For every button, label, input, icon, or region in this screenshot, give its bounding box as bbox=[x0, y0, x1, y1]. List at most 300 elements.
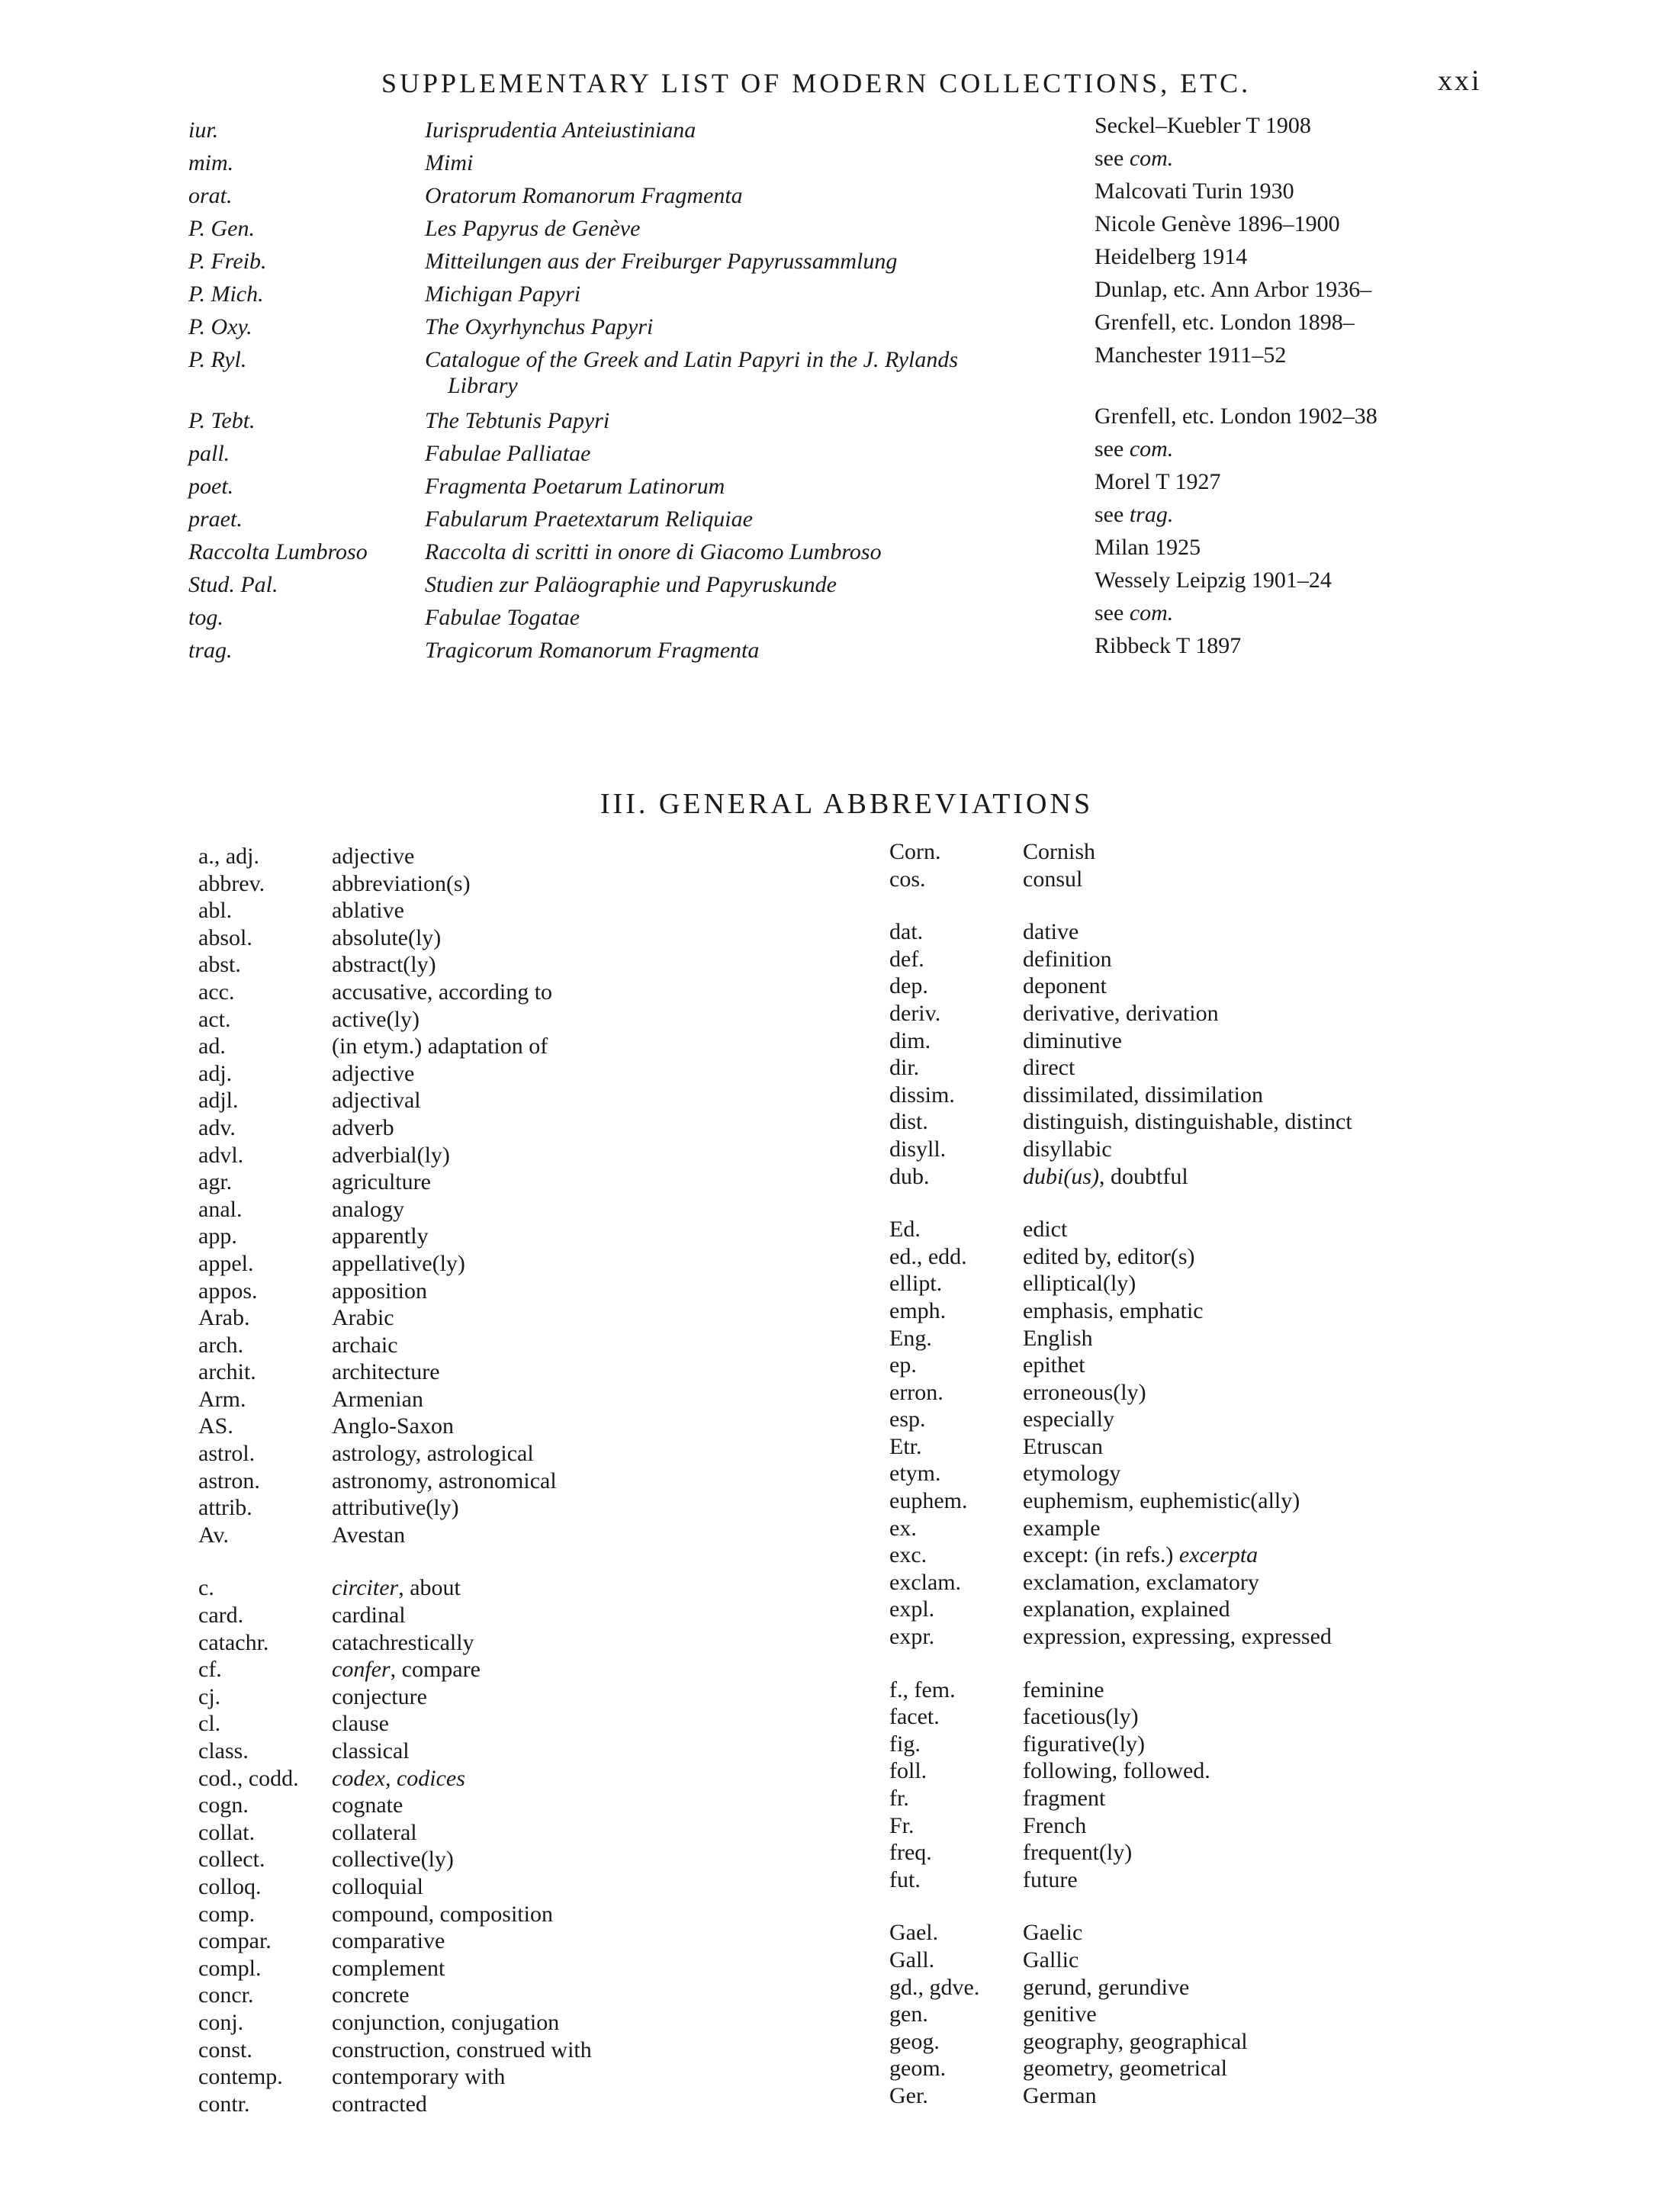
abbreviation-meaning bbox=[332, 1223, 429, 1249]
abbreviation: dim. bbox=[889, 1027, 931, 1053]
abbreviation: comp. bbox=[198, 1901, 256, 1927]
collection-abbreviation: poet. bbox=[188, 474, 234, 499]
abbreviation-row bbox=[889, 1516, 1614, 1543]
meaning-text: edict bbox=[1023, 1217, 1068, 1243]
abbreviation-row bbox=[198, 1223, 923, 1251]
abbreviation-row bbox=[198, 871, 923, 899]
supplementary-collections-list bbox=[188, 113, 1485, 666]
collection-source bbox=[1095, 469, 1491, 495]
abbreviation-meaning bbox=[1023, 1082, 1263, 1108]
abbreviation: esp. bbox=[889, 1407, 926, 1432]
meaning-text: definition bbox=[1023, 946, 1112, 972]
source-text: Dunlap, etc. Ann Arbor 1936– bbox=[1095, 277, 1372, 302]
abbreviation-meaning bbox=[332, 1115, 394, 1141]
abbreviation: agr. bbox=[198, 1169, 233, 1195]
collection-abbreviation: Raccolta Lumbroso bbox=[188, 539, 368, 564]
meaning-text: future bbox=[1023, 1866, 1078, 1892]
abbreviation: astron. bbox=[198, 1468, 260, 1493]
abbreviation-row bbox=[198, 1766, 923, 1793]
abbreviation-meaning bbox=[1023, 1352, 1085, 1378]
abbreviation: c. bbox=[198, 1575, 214, 1601]
collection-row bbox=[188, 403, 1485, 436]
abbreviation-meaning bbox=[332, 925, 441, 951]
abbreviation-row bbox=[889, 1109, 1614, 1137]
abbreviation: ed., edd. bbox=[889, 1243, 967, 1269]
abbreviation: Eng. bbox=[889, 1325, 932, 1351]
abbreviation-meaning bbox=[1023, 1380, 1146, 1406]
meaning-text: abstract(ly) bbox=[332, 952, 436, 978]
abbreviation-meaning bbox=[332, 1007, 420, 1033]
abbreviation-row bbox=[198, 2064, 923, 2091]
abbreviation-meaning bbox=[332, 2010, 559, 2036]
abbreviation-meaning bbox=[332, 1441, 534, 1467]
abbreviation-row bbox=[198, 898, 923, 925]
collection-source bbox=[1095, 403, 1491, 429]
abbreviation: f., fem. bbox=[889, 1677, 956, 1702]
abbreviation: cos. bbox=[889, 866, 926, 892]
abbreviation-meaning bbox=[1023, 1624, 1332, 1650]
abbreviation-row bbox=[198, 979, 923, 1007]
abbreviation: ex. bbox=[889, 1515, 917, 1541]
abbreviation-meaning bbox=[1023, 1434, 1103, 1460]
abbreviation-row bbox=[198, 1387, 923, 1414]
abbreviation-meaning bbox=[1023, 919, 1078, 945]
abbreviation-row bbox=[889, 1352, 1614, 1380]
meaning-text: euphemism, euphemistic(ally) bbox=[1023, 1488, 1300, 1514]
abbreviation-row bbox=[889, 1840, 1614, 1867]
abbreviation-row bbox=[889, 1731, 1614, 1759]
collection-title-text: Mitteilungen aus der Freiburger Papyrussammlung bbox=[425, 249, 898, 274]
abbreviation: fig. bbox=[889, 1731, 921, 1757]
abbreviation: Arm. bbox=[198, 1386, 246, 1412]
abbreviation-meaning bbox=[332, 1630, 474, 1656]
abbreviation-meaning bbox=[1023, 1516, 1101, 1542]
abbreviation-row bbox=[889, 1704, 1614, 1731]
abbreviation-meaning bbox=[332, 1088, 421, 1114]
meaning-text: construction, construed with bbox=[332, 2037, 592, 2062]
abbreviation-row bbox=[198, 1441, 923, 1468]
abbreviation: Arab. bbox=[198, 1305, 250, 1331]
abbreviation-row bbox=[198, 1982, 923, 2010]
collection-row bbox=[188, 633, 1485, 666]
abbreviation-meaning bbox=[332, 1874, 423, 1900]
abbreviation-meaning bbox=[332, 2037, 592, 2063]
collection-source bbox=[1095, 436, 1491, 462]
meaning-text: archaic bbox=[332, 1332, 398, 1358]
meaning-text: apposition bbox=[332, 1278, 427, 1304]
abbreviation-row bbox=[889, 1624, 1614, 1651]
collection-title bbox=[425, 183, 1096, 209]
abbreviation: Corn. bbox=[889, 839, 941, 864]
abbreviation-meaning bbox=[332, 1711, 389, 1737]
meaning-text: active(ly) bbox=[332, 1006, 420, 1032]
abbreviation: cj. bbox=[198, 1683, 221, 1709]
meaning-text: Cornish bbox=[1023, 839, 1096, 864]
abbreviation-meaning bbox=[1023, 1758, 1210, 1784]
meaning-text: consul bbox=[1023, 866, 1083, 892]
abbreviation: dep. bbox=[889, 973, 928, 999]
abbreviation-meaning bbox=[1023, 1164, 1188, 1190]
abbreviation-meaning bbox=[332, 2091, 427, 2117]
abbreviation-row bbox=[889, 1434, 1614, 1461]
meaning-text: derivative, derivation bbox=[1023, 1000, 1219, 1026]
meaning-text: genitive bbox=[1023, 2001, 1097, 2027]
meaning-text: frequent(ly) bbox=[1023, 1840, 1133, 1866]
abbreviation-meaning bbox=[332, 871, 471, 897]
source-text: Wessely Leipzig 1901–24 bbox=[1095, 567, 1332, 593]
abbreviation: cf. bbox=[198, 1657, 222, 1683]
meaning-text: geometry, geometrical bbox=[1023, 2056, 1227, 2082]
collection-title-text: The Oxyrhynchus Papyri bbox=[425, 314, 654, 339]
source-see-prefix: see bbox=[1095, 436, 1130, 461]
collection-title bbox=[425, 281, 1096, 307]
meaning-text: (in etym.) adaptation of bbox=[332, 1034, 548, 1059]
abbreviation: dub. bbox=[889, 1163, 930, 1189]
meaning-text: astronomy, astronomical bbox=[332, 1468, 557, 1493]
abbreviation-row bbox=[198, 1575, 923, 1603]
abbreviation-meaning bbox=[1023, 1001, 1219, 1027]
abbreviation-meaning bbox=[1023, 1840, 1132, 1866]
abbreviation: Gall. bbox=[889, 1947, 935, 1972]
collection-title-text: Catalogue of the Greek and Latin Papyri in the J. Rylands bbox=[425, 347, 959, 372]
meaning-text: English bbox=[1023, 1325, 1093, 1351]
meaning-text: Gaelic bbox=[1023, 1920, 1083, 1946]
abbreviation-meaning bbox=[1023, 1271, 1136, 1297]
abbreviation-meaning bbox=[1023, 2029, 1248, 2055]
meaning-latin-term: excerpta bbox=[1178, 1542, 1258, 1568]
meaning-text: edited by, editor(s) bbox=[1023, 1243, 1195, 1269]
abbreviation: advl. bbox=[198, 1142, 244, 1168]
section-title: III. GENERAL ABBREVIATIONS bbox=[600, 788, 1094, 820]
collection-title bbox=[425, 347, 1096, 399]
abbreviation-meaning bbox=[332, 1792, 403, 1818]
abbreviation-row bbox=[889, 2001, 1614, 2029]
abbreviation: erron. bbox=[889, 1379, 943, 1405]
abbreviation-row bbox=[889, 1137, 1614, 1164]
abbreviation-meaning bbox=[1023, 1570, 1259, 1596]
abbreviation-row bbox=[198, 1061, 923, 1088]
collection-source bbox=[1095, 567, 1491, 593]
collection-abbreviation: P. Oxy. bbox=[188, 314, 252, 339]
collection-title bbox=[425, 572, 1096, 598]
collection-row bbox=[188, 436, 1485, 469]
abbreviation: Ed. bbox=[889, 1217, 921, 1243]
collection-abbreviation: P. Mich. bbox=[188, 281, 264, 307]
collection-title bbox=[425, 314, 1096, 340]
abbreviation: compl. bbox=[198, 1955, 262, 1981]
collection-abbreviation: P. Tebt. bbox=[188, 408, 256, 433]
source-see-prefix: see bbox=[1095, 146, 1130, 171]
source-text: Manchester 1911–52 bbox=[1095, 342, 1287, 368]
abbreviation-row bbox=[198, 1115, 923, 1143]
abbreviation: class. bbox=[198, 1738, 249, 1763]
meaning-text: distinguish, distinguishable, distinct bbox=[1023, 1109, 1352, 1135]
source-see-prefix: see bbox=[1095, 502, 1130, 527]
abbreviation-meaning bbox=[1023, 839, 1095, 865]
meaning-text: contemporary with bbox=[332, 2064, 506, 2090]
abbreviation: ellipt. bbox=[889, 1271, 943, 1297]
abbreviation: compar. bbox=[198, 1928, 272, 1954]
abbreviation: app. bbox=[198, 1223, 237, 1249]
abbreviation: abst. bbox=[198, 952, 241, 978]
meaning-rest: , about bbox=[398, 1575, 461, 1601]
abbreviation: exclam. bbox=[889, 1569, 962, 1595]
abbreviation: facet. bbox=[889, 1704, 940, 1730]
abbreviation-meaning bbox=[332, 1657, 481, 1683]
source-text: Seckel–Kuebler T 1908 bbox=[1095, 113, 1311, 138]
meaning-text: adjective bbox=[332, 1060, 415, 1086]
collection-source bbox=[1095, 277, 1491, 303]
abbreviation-meaning bbox=[332, 952, 436, 978]
abbreviation-row bbox=[889, 1082, 1614, 1110]
abbreviation-meaning bbox=[1023, 1488, 1300, 1514]
collection-title-text: Fabularum Praetextarum Reliquiae bbox=[425, 506, 753, 532]
abbreviation-row bbox=[889, 1271, 1614, 1298]
abbreviation-meaning bbox=[1023, 1109, 1352, 1135]
collection-abbreviation: P. Gen. bbox=[188, 216, 255, 241]
collection-title-text: Fragmenta Poetarum Latinorum bbox=[425, 474, 725, 499]
abbreviation: absol. bbox=[198, 924, 252, 950]
abbreviation-row bbox=[889, 1380, 1614, 1407]
collection-source bbox=[1095, 178, 1491, 204]
abbreviation-row bbox=[889, 1677, 1614, 1705]
abbreviation-meaning bbox=[332, 1359, 440, 1385]
collection-row bbox=[188, 502, 1485, 535]
abbreviation: acc. bbox=[198, 979, 235, 1005]
abbreviation-meaning bbox=[332, 1495, 459, 1521]
abbreviation-meaning bbox=[1023, 866, 1082, 892]
abbreviation-meaning bbox=[1023, 1137, 1112, 1162]
abbreviation-row bbox=[889, 866, 1614, 894]
collection-title-text: Les Papyrus de Genève bbox=[425, 216, 641, 241]
meaning-text: elliptical(ly) bbox=[1023, 1271, 1136, 1297]
abbreviation-meaning bbox=[332, 1251, 465, 1277]
meaning-text: figurative(ly) bbox=[1023, 1731, 1145, 1757]
abbreviation: act. bbox=[198, 1006, 231, 1032]
abbreviation-row bbox=[198, 1820, 923, 1847]
meaning-latin-term: codex, codices bbox=[332, 1765, 465, 1791]
abbreviation: adjl. bbox=[198, 1088, 239, 1114]
meaning-text: collateral bbox=[332, 1819, 417, 1845]
abbreviation-meaning bbox=[1023, 1407, 1114, 1432]
abbreviation: arch. bbox=[198, 1332, 244, 1358]
abbreviation-row bbox=[889, 1542, 1614, 1570]
abbreviation: collat. bbox=[198, 1819, 256, 1845]
abbreviation-row bbox=[889, 1001, 1614, 1028]
abbreviation: fut. bbox=[889, 1866, 921, 1892]
collection-abbreviation: P. Freib. bbox=[188, 249, 267, 274]
meaning-text: Anglo-Saxon bbox=[332, 1413, 454, 1439]
abbreviations-right-column bbox=[889, 839, 1614, 2111]
abbreviation: etym. bbox=[889, 1461, 941, 1487]
abbreviation-meaning bbox=[1023, 947, 1112, 973]
abbreviation-row bbox=[889, 1326, 1614, 1353]
abbreviation: attrib. bbox=[198, 1495, 252, 1521]
source-text: Grenfell, etc. London 1898– bbox=[1095, 310, 1355, 335]
collection-source bbox=[1095, 502, 1491, 528]
abbreviation-meaning bbox=[332, 1684, 427, 1710]
source-cross-reference: trag. bbox=[1129, 502, 1174, 527]
abbreviation: appos. bbox=[198, 1278, 258, 1304]
page-header bbox=[0, 59, 1678, 105]
abbreviation-row bbox=[198, 1847, 923, 1874]
meaning-text: dative bbox=[1023, 919, 1079, 945]
collection-title bbox=[425, 539, 1096, 565]
abbreviation-meaning bbox=[1023, 1947, 1078, 1973]
abbreviation-row bbox=[889, 1217, 1614, 1244]
collection-source bbox=[1095, 535, 1491, 561]
meaning-latin-term: confer bbox=[332, 1657, 391, 1683]
source-text: Milan 1925 bbox=[1095, 535, 1201, 560]
abbreviation-row bbox=[889, 1596, 1614, 1624]
meaning-text: comparative bbox=[332, 1928, 445, 1954]
abbreviation-row bbox=[198, 1956, 923, 1983]
abbreviation-row bbox=[889, 1813, 1614, 1841]
meaning-text: adjective bbox=[332, 844, 415, 869]
collection-row bbox=[188, 244, 1485, 277]
abbreviation: fr. bbox=[889, 1786, 909, 1811]
abbreviation-meaning bbox=[332, 844, 414, 870]
collection-title-text: Fabulae Togatae bbox=[425, 605, 580, 630]
abbreviation-row bbox=[889, 1461, 1614, 1488]
page-title: SUPPLEMENTARY LIST OF MODERN COLLECTIONS, ETC. bbox=[381, 68, 1252, 98]
meaning-text: expression, expressing, expressed bbox=[1023, 1624, 1332, 1650]
collection-abbreviation: mim. bbox=[188, 150, 234, 175]
collection-source bbox=[1095, 211, 1491, 237]
abbreviation: geog. bbox=[889, 2028, 940, 2054]
meaning-text: Armenian bbox=[332, 1386, 423, 1412]
meaning-text: diminutive bbox=[1023, 1027, 1122, 1053]
abbreviation-row bbox=[198, 1197, 923, 1224]
collection-source bbox=[1095, 244, 1491, 270]
abbreviation-row bbox=[198, 2091, 923, 2119]
abbreviation-row bbox=[198, 1333, 923, 1360]
abbreviation: adj. bbox=[198, 1060, 233, 1086]
collection-title-text: The Tebtunis Papyri bbox=[425, 408, 610, 433]
abbreviation-meaning bbox=[332, 1522, 405, 1548]
source-text: Heidelberg 1914 bbox=[1095, 244, 1248, 269]
abbreviation-meaning bbox=[1023, 2056, 1227, 2082]
meaning-text: appellative(ly) bbox=[332, 1250, 465, 1276]
meaning-text: adverb bbox=[332, 1114, 394, 1140]
meaning-text: conjecture bbox=[332, 1683, 427, 1709]
collection-abbreviation: iur. bbox=[188, 117, 219, 143]
abbreviation: gd., gdve. bbox=[889, 1974, 980, 2000]
abbreviation-row bbox=[198, 1495, 923, 1522]
abbreviation-meaning bbox=[332, 898, 404, 924]
abbreviation: dir. bbox=[889, 1055, 920, 1081]
abbreviation-meaning bbox=[332, 1034, 548, 1059]
abbreviation: astrol. bbox=[198, 1441, 256, 1467]
meaning-text: example bbox=[1023, 1515, 1101, 1541]
meaning-text: Etruscan bbox=[1023, 1433, 1103, 1459]
collection-source bbox=[1095, 146, 1491, 172]
meaning-text: disyllabic bbox=[1023, 1136, 1112, 1162]
abbreviation-meaning bbox=[1023, 1461, 1120, 1487]
collection-abbreviation: tog. bbox=[188, 605, 223, 630]
collection-title bbox=[425, 150, 1096, 176]
abbreviation-row bbox=[889, 1867, 1614, 1895]
collection-title-text: Raccolta di scritti in onore di Giacomo Lumbroso bbox=[425, 539, 882, 564]
abbreviation-row bbox=[198, 1874, 923, 1902]
abbreviation-meaning bbox=[1023, 2001, 1097, 2027]
collection-abbreviation: trag. bbox=[188, 638, 233, 663]
abbreviation-meaning bbox=[332, 1575, 461, 1601]
meaning-text: facetious(ly) bbox=[1023, 1704, 1139, 1730]
abbreviation-meaning bbox=[332, 1413, 454, 1439]
source-text: Ribbeck T 1897 bbox=[1095, 633, 1242, 658]
meaning-text: clause bbox=[332, 1711, 389, 1737]
meaning-text: astrology, astrological bbox=[332, 1441, 534, 1467]
abbreviation-row bbox=[889, 2056, 1614, 2083]
abbreviation-meaning bbox=[332, 1603, 406, 1628]
meaning-text: ablative bbox=[332, 898, 404, 924]
abbreviation-row bbox=[198, 925, 923, 953]
collection-row bbox=[188, 211, 1485, 244]
abbreviation: expl. bbox=[889, 1596, 935, 1622]
abbreviation: dat. bbox=[889, 919, 924, 945]
abbreviation-meaning bbox=[332, 1143, 450, 1169]
collection-source bbox=[1095, 113, 1491, 139]
collection-title bbox=[425, 216, 1096, 242]
abbreviation: exc. bbox=[889, 1542, 927, 1568]
abbreviation: conj. bbox=[198, 2009, 244, 2035]
meaning-latin-term: circiter bbox=[332, 1575, 399, 1601]
abbreviation: def. bbox=[889, 946, 924, 972]
abbreviation-row bbox=[889, 1164, 1614, 1191]
abbreviation: deriv. bbox=[889, 1000, 941, 1026]
abbreviation-row bbox=[889, 1570, 1614, 1597]
meaning-text: epithet bbox=[1023, 1352, 1085, 1378]
abbreviation: archit. bbox=[198, 1359, 256, 1385]
collection-row bbox=[188, 342, 1485, 403]
page-number: xxi bbox=[1438, 65, 1482, 97]
abbreviation-meaning bbox=[332, 1956, 445, 1982]
collection-abbreviation: Stud. Pal. bbox=[188, 572, 278, 597]
abbreviation-row bbox=[198, 1522, 923, 1550]
abbreviation-row bbox=[889, 2029, 1614, 2056]
abbreviation: cod., codd. bbox=[198, 1765, 299, 1791]
abbreviation-meaning bbox=[1023, 1786, 1105, 1812]
meaning-text: French bbox=[1023, 1812, 1087, 1838]
abbreviation-row bbox=[889, 1488, 1614, 1516]
abbreviation-row bbox=[198, 844, 923, 871]
collection-title-text: Tragicorum Romanorum Fragmenta bbox=[425, 638, 760, 663]
meaning-text: gerund, gerundive bbox=[1023, 1974, 1190, 2000]
meaning-text: erroneous(ly) bbox=[1023, 1379, 1146, 1405]
meaning-text: etymology bbox=[1023, 1461, 1121, 1487]
meaning-text: explanation, explained bbox=[1023, 1596, 1230, 1622]
abbreviation-meaning bbox=[332, 1305, 394, 1331]
meaning-text: agriculture bbox=[332, 1169, 431, 1195]
meaning-text: German bbox=[1023, 2082, 1097, 2108]
abbreviation: Etr. bbox=[889, 1433, 922, 1459]
source-cross-reference: com. bbox=[1129, 146, 1174, 171]
collection-title-text: Mimi bbox=[425, 150, 474, 175]
collection-title-text: Oratorum Romanorum Fragmenta bbox=[425, 183, 743, 208]
collection-title bbox=[425, 474, 1096, 500]
abbreviation-meaning bbox=[1023, 1813, 1086, 1839]
abbreviation-row bbox=[889, 973, 1614, 1001]
abbreviation-row bbox=[889, 2083, 1614, 2111]
abbreviation-meaning bbox=[1023, 1704, 1139, 1730]
abbreviation: Av. bbox=[198, 1522, 229, 1548]
abbreviation-meaning bbox=[1023, 1731, 1145, 1757]
abbreviation: collect. bbox=[198, 1847, 265, 1873]
abbreviation-row bbox=[198, 1603, 923, 1630]
source-see-prefix: see bbox=[1095, 600, 1130, 625]
meaning-text: Avestan bbox=[332, 1522, 406, 1548]
